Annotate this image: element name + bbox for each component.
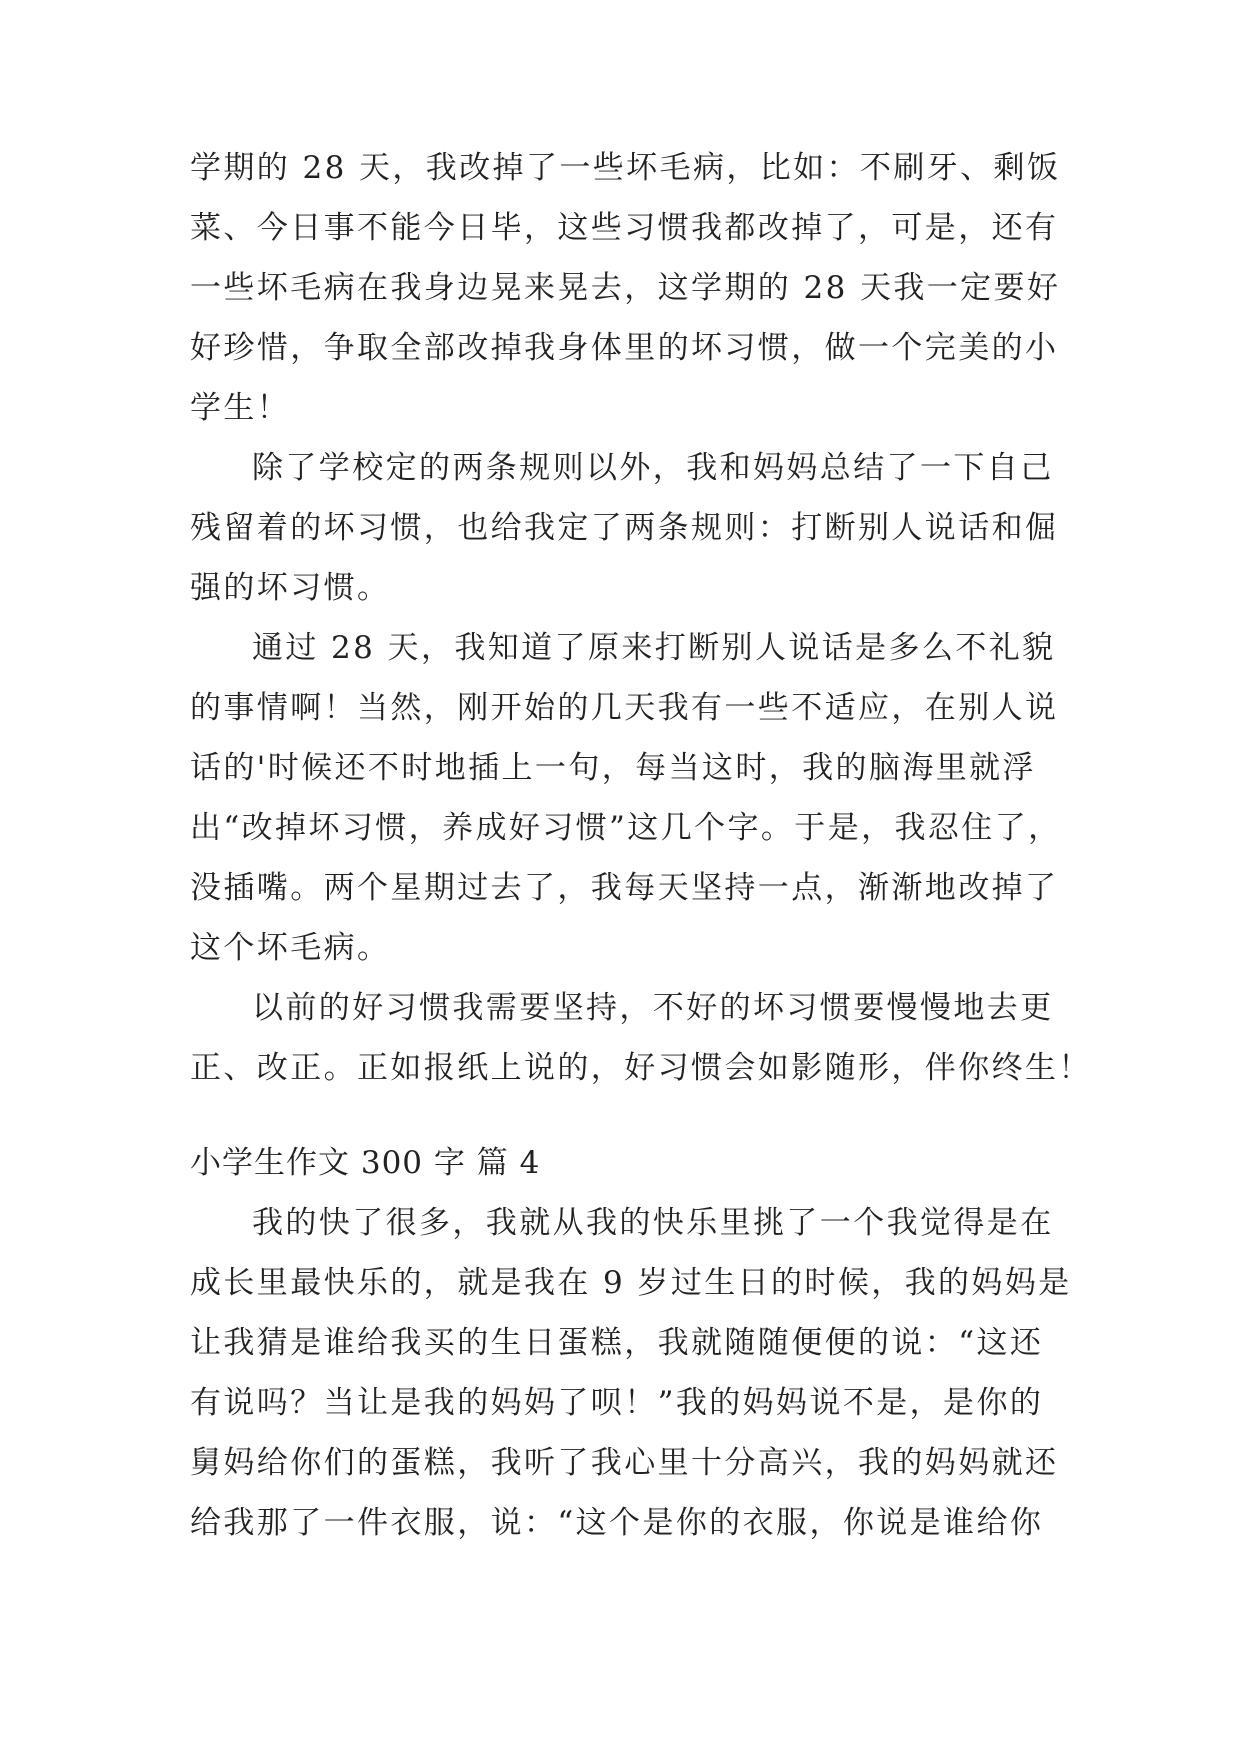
paragraph-line: 除了学校定的两条规则以外，我和妈妈总结了一下自己 <box>252 450 1054 486</box>
paragraph-line: 通过 28 天，我知道了原来打断别人说话是多么不礼貌 <box>252 630 1056 666</box>
paragraph-line: 学生！ <box>190 390 291 426</box>
paragraph-line: 舅妈给你们的蛋糕，我听了我心里十分高兴，我的妈妈就还 <box>190 1445 1059 1481</box>
paragraph-line: 残留着的坏习惯，也给我定了两条规则：打断别人说话和倔 <box>190 510 1059 546</box>
paragraph-line: 话的'时候还不时地插上一句，每当这时，我的脑海里就浮 <box>190 750 1036 786</box>
paragraph-line: 一些坏毛病在我身边晃来晃去，这学期的 28 天我一定要好 <box>190 270 1061 306</box>
paragraph-line: 成长里最快乐的，就是我在 9 岁过生日的时候，我的妈妈是 <box>190 1265 1072 1301</box>
paragraph-line: 强的坏习惯。 <box>190 570 391 606</box>
paragraph-line: 给我那了一件衣服，说：“这个是你的衣服，你说是谁给你 <box>190 1505 1044 1541</box>
paragraph-line: 学期的 28 天，我改掉了一些坏毛病，比如：不刷牙、剩饭 <box>190 150 1061 186</box>
paragraph-line: 出“改掉坏习惯，养成好习惯”这几个字。于是，我忍住了， <box>190 810 1062 846</box>
paragraph-line: 让我猜是谁给我买的生日蛋糕，我就随随便便的说：“这还 <box>190 1325 1044 1361</box>
paragraph-line: 没插嘴。两个星期过去了，我每天坚持一点，渐渐地改掉了 <box>190 870 1059 906</box>
paragraph-line: 这个坏毛病。 <box>190 930 391 966</box>
paragraph-line: 有说吗？当让是我的妈妈了呗！”我的妈妈说不是，是你的 <box>190 1385 1044 1421</box>
paragraph-line: 以前的好习惯我需要坚持，不好的坏习惯要慢慢地去更 <box>252 990 1054 1026</box>
paragraph-line: 我的快了很多，我就从我的快乐里挑了一个我觉得是在 <box>252 1205 1054 1241</box>
paragraph-line: 好珍惜，争取全部改掉我身体里的坏习惯，做一个完美的小 <box>190 330 1059 366</box>
section-heading: 小学生作文 300 字 篇 4 <box>190 1145 541 1181</box>
paragraph-line: 菜、今日事不能今日毕，这些习惯我都改掉了，可是，还有 <box>190 210 1059 246</box>
paragraph-line: 的事情啊！当然，刚开始的几天我有一些不适应，在别人说 <box>190 690 1059 726</box>
paragraph-line: 正、改正。正如报纸上说的，好习惯会如影随形，伴你终生！ <box>190 1050 1092 1086</box>
